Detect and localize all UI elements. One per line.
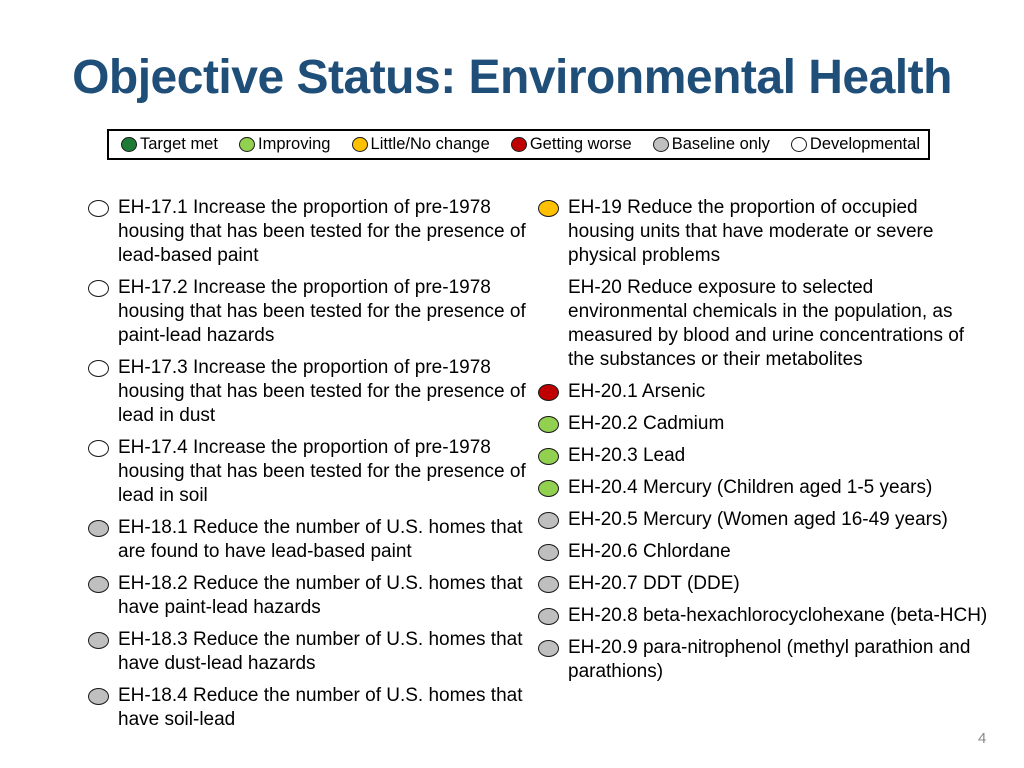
baseline_only-status-dot-icon: [538, 576, 559, 593]
objective-item: [88, 196, 540, 268]
objective-item: [538, 636, 994, 684]
baseline_only-status-dot-icon: [538, 640, 559, 657]
objective-text: EH-18.1 Reduce the number of U.S. homes that are found to have lead-based paint: [118, 517, 523, 562]
objective-text: EH-20 Reduce exposure to selected environmental chemicals in the population, as measured by blood and urine concentrations of the substances or their metabolites: [568, 277, 965, 370]
objective-text: EH-20.8 beta-hexachlorocyclohexane (beta-HCH): [568, 605, 988, 626]
objectives-right-column: [538, 196, 994, 692]
objectives-left-column: [88, 196, 540, 740]
slide-title: Objective Status: Environmental Health: [72, 51, 952, 104]
improving-status-dot-icon: [538, 416, 559, 433]
legend-item-developmental: [791, 135, 920, 154]
objective-item: [538, 196, 994, 268]
developmental-status-dot-icon: [88, 440, 109, 457]
objective-item: [538, 380, 994, 404]
baseline_only-status-dot-icon: [538, 544, 559, 561]
legend-item-target_met: [121, 135, 218, 154]
objective-text: EH-20.7 DDT (DDE): [568, 573, 740, 594]
objective-text: EH-20.3 Lead: [568, 445, 686, 466]
objective-item: [538, 476, 994, 500]
improving-status-dot-icon: [538, 448, 559, 465]
objective-text: EH-17.2 Increase the proportion of pre-1978 housing that has been tested for the presence of paint-lead hazards: [118, 277, 526, 346]
objective-item: [88, 684, 540, 732]
improving-status-dot-icon: [239, 137, 255, 152]
improving-status-dot-icon: [538, 480, 559, 497]
objective-item: [538, 276, 994, 372]
objective-text: EH-20.2 Cadmium: [568, 413, 725, 434]
objective-item: [88, 516, 540, 564]
objective-item: [538, 412, 994, 436]
legend-item-improving: [239, 135, 330, 154]
legend-item-label: Getting worse: [529, 135, 632, 153]
objective-text: EH-18.4 Reduce the number of U.S. homes that have soil-lead: [118, 685, 523, 730]
status-legend: [107, 129, 930, 160]
legend-item-label: Target met: [140, 135, 218, 153]
objective-text: EH-20.9 para-nitrophenol (methyl parathion and parathions): [568, 637, 971, 682]
objective-text: EH-20.6 Chlordane: [568, 541, 731, 562]
objective-item: [88, 436, 540, 508]
getting_worse-status-dot-icon: [538, 384, 559, 401]
baseline_only-status-dot-icon: [88, 632, 109, 649]
developmental-status-dot-icon: [791, 137, 807, 152]
objective-item: [88, 356, 540, 428]
little_no_change-status-dot-icon: [538, 200, 559, 217]
developmental-status-dot-icon: [88, 360, 109, 377]
baseline_only-status-dot-icon: [88, 688, 109, 705]
objective-text: EH-20.5 Mercury (Women aged 16-49 years): [568, 509, 948, 530]
objective-text: EH-17.4 Increase the proportion of pre-1978 housing that has been tested for the presence of lead in soil: [118, 437, 526, 506]
objective-item: [538, 572, 994, 596]
baseline_only-status-dot-icon: [538, 608, 559, 625]
legend-item-little_no_change: [352, 135, 490, 154]
legend-item-label: Baseline only: [671, 135, 770, 153]
developmental-status-dot-icon: [88, 200, 109, 217]
baseline_only-status-dot-icon: [88, 520, 109, 537]
developmental-status-dot-icon: [88, 280, 109, 297]
objective-text: EH-20.1 Arsenic: [568, 381, 706, 402]
baseline_only-status-dot-icon: [538, 512, 559, 529]
objective-text: EH-17.1 Increase the proportion of pre-1978 housing that has been tested for the presence of lead-based paint: [118, 197, 526, 266]
objective-text: EH-18.3 Reduce the number of U.S. homes that have dust-lead hazards: [118, 629, 523, 674]
objective-item: [88, 572, 540, 620]
little_no_change-status-dot-icon: [352, 137, 368, 152]
baseline_only-status-dot-icon: [88, 576, 109, 593]
legend-item-label: Little/No change: [370, 135, 490, 153]
getting_worse-status-dot-icon: [511, 137, 527, 152]
objective-item: [538, 444, 994, 468]
target_met-status-dot-icon: [121, 137, 137, 152]
objective-item: [538, 508, 994, 532]
legend-item-getting_worse: [511, 135, 632, 154]
objective-item: [538, 540, 994, 564]
objective-text: EH-19 Reduce the proportion of occupied housing units that have moderate or severe physical problems: [568, 197, 934, 266]
page-number: 4: [978, 730, 987, 747]
baseline_only-status-dot-icon: [653, 137, 669, 152]
legend-item-baseline_only: [653, 135, 770, 154]
objective-text: EH-20.4 Mercury (Children aged 1-5 years): [568, 477, 933, 498]
objective-item: [538, 604, 994, 628]
legend-item-label: Improving: [258, 135, 331, 153]
objective-text: EH-18.2 Reduce the number of U.S. homes that have paint-lead hazards: [118, 573, 523, 618]
objective-item: [88, 628, 540, 676]
legend-item-label: Developmental: [809, 135, 920, 153]
objective-item: [88, 276, 540, 348]
objective-text: EH-17.3 Increase the proportion of pre-1978 housing that has been tested for the presence of lead in dust: [118, 357, 526, 426]
